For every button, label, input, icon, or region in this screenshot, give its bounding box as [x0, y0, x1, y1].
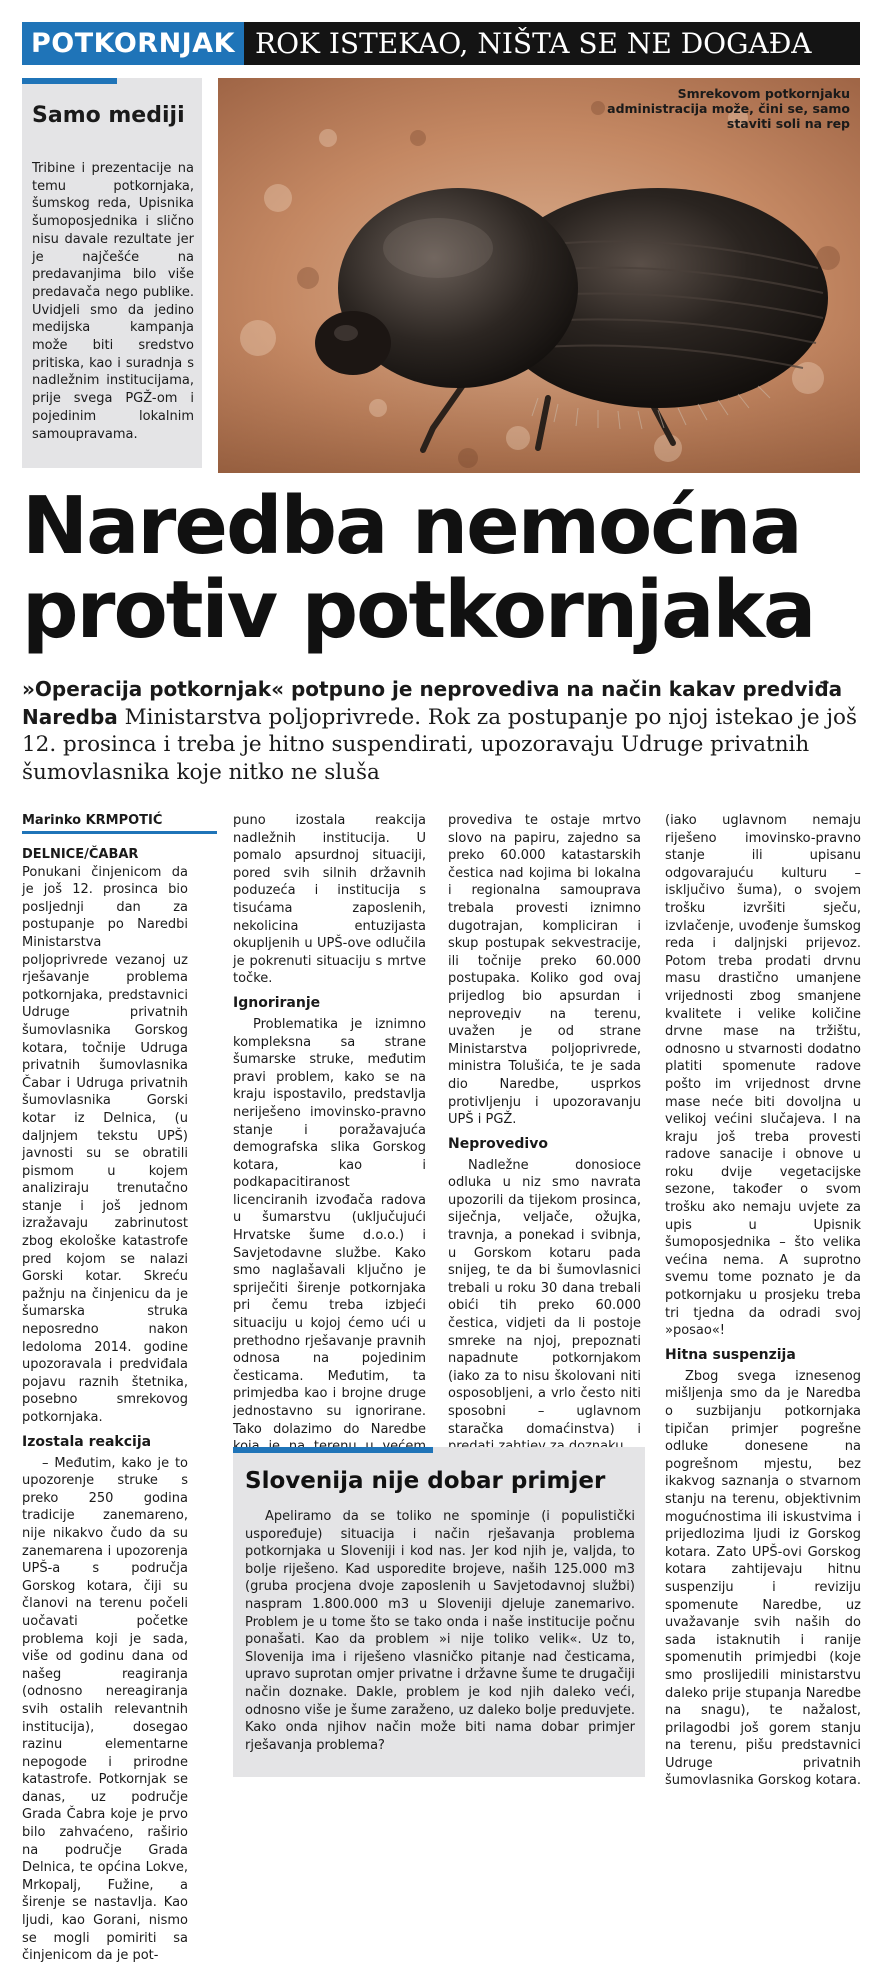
- article-paragraph: provediva te ostaje mrtvo slovo na papiru, zajedno sa preko 60.000 katastarskih čestica nad kojima bi lokalna i regionalna samouprava trebala provesti iznimno dugotrajan, kompliciran i skup postupak sekvestracije, ili točnije preko 60.000 postupaka. Koliko god ovaj prijedlog bio apsurdan i neproveдiv na terenu, uvažen je od strane Ministarstva poljoprivrede, ministra Tolušića, te je sada dio Naredbe, usprkos protivljenju i upozoravanju UPŠ i PGŽ.: [448, 813, 641, 1128]
- dateline: DELNICE/ČABAR: [22, 847, 139, 862]
- sidebar-title: Samo mediji: [32, 103, 185, 128]
- header-title: ROK ISTEKAO, NIŠTA SE NE DOGAĐA: [255, 27, 812, 60]
- section-kicker: POTKORNJAK: [22, 22, 244, 65]
- paragraph-text: Ponukani činjenicom da je još 12. prosinca bio posljednji dan za postupanje po Naredbi Ministarstva poljoprivrede vezanoj uz rješavanje problema potkornjaka, predstavnici Udruge privatnih šumovlasnika Gorskog kotara, točnije Udruga privatnih šumovlasnika Čabar i Udruga privatnih šumovlasnika Gorski kotar iz Delnica, (u daljnjem tekstu UPŠ) javnosti su se obratili pismom u kojem analiziraju trenutačno stanje i još jednom izražavaju zabrinutost zbog ekološke katastrofe pred kojom se nalazi Gorski kotar. Skreću pažnju na činjenicu da je šumarska struka neposredno nakon ledoloma 2014. godine upozoravala i predviđala pojavu raznih štetnika, posebno smrekovog potkornjaka.: [22, 864, 188, 1425]
- article-paragraph: puno izostala reakcija nadležnih institucija. U pomalo apsurdnoj situaciji, pored svih silnih državnih poduzeća i institucija s tisućama zaposlenih, nekolicina entuzijasta okupljenih u UPŠ-ove odlučila je pokrenuti situaciju s mrtve točke.: [233, 813, 426, 987]
- article-paragraph: [22, 846, 188, 1427]
- beetle-illustration: [218, 78, 860, 473]
- subheading-hitna-suspenzija: Hitna suspenzija: [665, 1346, 796, 1363]
- sidebar-text: Tribine i prezentacije na temu potkornjaka, šumskog reda, Upisnika šumoposjednika i slično nisu davale rezultate jer je najčešće na predavanjima bilo više predavača nego publike. Uvidjeli smo da jedino medijska kampanja može biti sredstvo pritiska, kao i suradnja s nadležnim institucijama, prije svega PGŽ-om i pojedinim lokalnim samoupravama.: [32, 161, 194, 442]
- article-paragraph: (iako uglavnom nemaju riješeno imovinsko-pravno stanje ili upisanu odgovarajuću kulturu – isključivo šuma), o svojem trošku izvršiti sječu, izvlačenje, uvođenje šumskog reda i daljnjski prijevoz. Potom treba prodati drvnu masu drastično umanjene vrijednosti zbog smanjene kvalitete i velike količine drvne mase na tržištu, odnosno u stvarnosti dodatno platiti spomenute radove pošto im vrijednost drvne mase neće biti dovoljna u velikoj većini slučajeva. I na kraju još treba provesti radove sanacije i obnove u roku dvije vegetacijske sezone, također o svom trošku ako nemaju uvjete za upis u Upisnik šumoposjednika – što velika većina nema. A suprotno svemu tome poznato je da potkornjaku u prosjeku treba tri tjedna da odradi svoj »posao«!: [665, 813, 861, 1339]
- article-column-1: [22, 846, 188, 1965]
- sidebar-accent-bar: [22, 78, 117, 84]
- inset-text: Apeliramo da se toliko ne spominje (i populistički uspoređuje) situacija i način rješavanja problema potkornjaka u Sloveniji i kod nas. Jer kod njih je, valjda, to bolje riješeno. Kad usporedite brojeve, naših 125.000 m3 (gruba procjena dvoje zaposlenih u Savjetodavnoj službi) naspram 1.800.000 m3 u Sloveniji djeluje zanemarivo. Problem je u tome što se tako onda i naše institucije počnu ponašati. Kao da problem »i nije toliko velik«. Uz to, Slovenija ima i riješeno vlasničko pitanje nad česticama, upravo suprotan omjer privatne i državne šume te drugačiji način doznake. Dakle, problem je kod njih daleko veći, odnosno više je šume zaraženo, uz daleko bolje preduvjete. Kako onda njihov način može biti nama dobar primjer rješavanja problema?: [245, 1509, 635, 1753]
- article-column-3: [448, 812, 641, 1456]
- article-paragraph: – Međutim, kako je to upozorenje struke s preko 250 godina tradicije zanemareno, nije nikakvo čudo da su zanemarena i upozorenja UPŠ-a s područja Gorskog kotara, čiji su članovi na terenu počeli uočavati početke problema koji je sada, više od godinu dana od našeg reagiranja (odnosno nereagiranja svih ostalih relevantnih institucija), dosegao razinu elementarne nepogode i prirodne katastrofe. Potkornjak se danas, uz područje Grada Čabra koje je prvo bilo zahvaćeno, raširio na područje Grada Delnica, te općina Lokve, Mrkopalj, Fužine, a širenje se nastavlja. Kao ljudi, kao Gorani, nismo se mogli pomiriti sa činjenicom da je pot-: [22, 1455, 188, 1964]
- subheading-ignoriranje: Ignoriranje: [233, 994, 321, 1011]
- inset-accent-bar: [233, 1447, 433, 1453]
- beetle-photo: [218, 78, 860, 473]
- article-paragraph: Nadležne donosioce odluka u niz smo navrata upozorili da tijekom prosinca, siječnja, veljače, ožujka, travnja, a ponekad i svibnja, u Gorskom kotaru pada snijeg, te da bi šumovlasnici trebali u roku 30 dana trebali obići tih preko 60.000 čestica, vidjeti da li postoje smreke na njoj, prepoznati napadnute potkornjakom (iako za to nisu školovani niti osposobljeni, a vrlo često niti sposobni – uglavnom staračka domaćinstva) i: [448, 1157, 641, 1437]
- article-paragraph: Problematika je iznimno kompleksna sa strane šumarske struke, međutim pravi problem, kako se na kraju ispostavilo, predstavlja neriješeno imovinsko-pravno stanje i poražavajuća demografska slika Gorskog kotara, kao i podkapacitiranost licenciranih izvođača radova u šumarstvu (uključujući Hrvatske šume d.o.o.) i Savjetodavne službe. Kako smo naglašavali ključno je spriječiti širenje potkornjaka pri čemu treba izbjeći situaciju u kojoj ćemo ući u prethodno rješavanje pravnih odnosa na pojedinim česticama. Međutim, ta primjedba kao i brojne druge jednostavno su ignorirane. Tako dolazimo do Naredbe: [233, 1016, 426, 1437]
- headline: Naredba nemoćna protiv potkornjaka: [22, 480, 815, 656]
- byline: Marinko KRMPOTIĆ: [22, 813, 163, 828]
- photo-caption: Smrekovom potkornjaku administracija može, čini se, samo staviti soli na rep: [607, 86, 850, 131]
- article-paragraph: Zbog svega iznesenog mišljenja smo da je Naredba o suzbijanju potkornjaka tipičan primjer pogrešne odluke donesene na pogrešnom mjestu, bez ikakvog saznanja o stvarnom stanju na terenu, objektivnim mogućnostima ili iskustvima i prijedlozima ljudi iz Gorskog kotara. Zato UPŠ-ovi Gorskog kotara zahtijevaju hitnu suspenziju i reviziju spomenute Naredbe, uz uvažavanje svih naših do sada istaknutih i ranije spomenutih primjedbi (koje smo proslijedili ministarstvu daleko prije stupanja Naredbe na snagu), te nažalost, prilagodbi još gorem stanju na terenu, pišu predstavnici Udruge privatnih šumovlasnika Gorskog kotara.: [665, 1368, 861, 1789]
- article-column-4: [665, 812, 861, 1790]
- deck: [22, 676, 862, 786]
- article-column-2: [233, 812, 426, 1473]
- deck-rest: Ministarstva poljoprivrede. Rok za postupanje po njoj istekao je još 12. prosinca i treba je hitno suspendirati, upozoravaju Udruge privatnih šumovlasnika koje nitko ne sluša: [22, 704, 858, 785]
- subheading-izostala-reakcija: Izostala reakcija: [22, 1433, 152, 1450]
- byline-rule: [22, 831, 217, 834]
- subheading-neprovedivo: Neprovedivo: [448, 1135, 548, 1152]
- deck-lead: »Operacija potkornjak« potpuno je neprovediva na način kakav predviđa Naredba: [22, 677, 843, 729]
- inset-title: Slovenija nije dobar primjer: [245, 1468, 606, 1494]
